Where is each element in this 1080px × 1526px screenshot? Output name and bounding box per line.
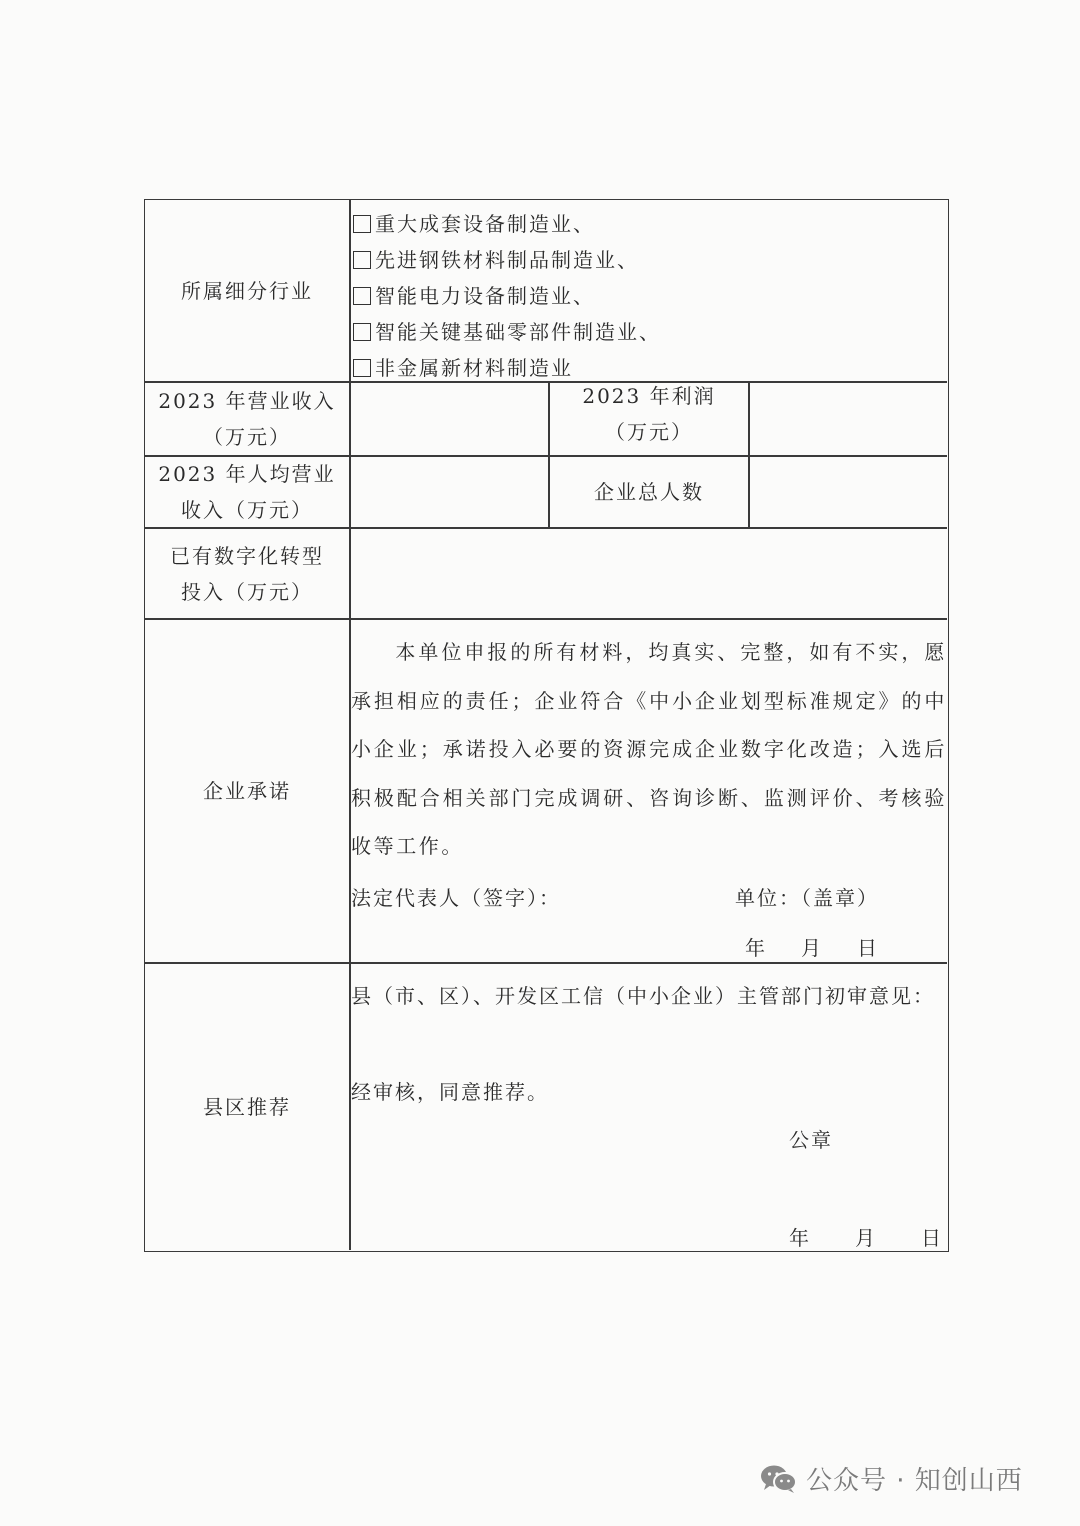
watermark-text: 公众号 · 知创山西 [806, 1466, 1023, 1496]
option-label: 非金属新材料制造业 [375, 356, 573, 380]
profit-input[interactable] [750, 383, 947, 455]
option-label: 智能关键基础零部件制造业、 [375, 320, 661, 344]
wechat-icon [760, 1464, 798, 1494]
industry-label: 所属细分行业 [181, 278, 313, 303]
profit-label-line2: （万元） [605, 420, 693, 444]
pledge-date-day: 日 [857, 936, 879, 960]
county-date-month: 月 [855, 1226, 877, 1250]
option-label: 重大成套设备制造业、 [375, 212, 595, 236]
industry-option[interactable] [351, 206, 661, 242]
pledge-label: 企业承诺 [203, 779, 291, 803]
county-opinion: 经审核，同意推荐。 [351, 1080, 549, 1104]
watermark [760, 1460, 1023, 1497]
profit-label [550, 378, 748, 450]
headcount-input[interactable] [750, 457, 947, 527]
seal-label: 单位：（盖章） [735, 886, 879, 910]
pledge-date-year: 年 [745, 936, 767, 960]
checkbox-icon[interactable] [353, 323, 371, 341]
county-label: 县区推荐 [203, 1095, 291, 1119]
revenue-input[interactable] [351, 383, 548, 455]
per-capita-input[interactable] [351, 457, 548, 527]
industry-option[interactable] [351, 278, 661, 314]
county-date-year: 年 [789, 1226, 811, 1250]
pledge-paragraph: 本单位申报的所有材料，均真实、完整，如有不实，愿承担相应的责任；企业符合《中小企业划型标准规定》的中小企业；承诺投入必要的资源完成企业数字化改造；入选后积极配合相关部门完成调研、咨询诊断、监测评价、考核验收等工作。 [351, 640, 947, 858]
digital-invest-input[interactable] [351, 529, 947, 618]
digital-invest-label-line1: 已有数字化转型 [170, 543, 324, 568]
per-capita-label-line2: 收入（万元） [181, 498, 313, 522]
revenue-label-line1: 2023 年营业收入 [158, 389, 336, 413]
county-date-day: 日 [921, 1226, 943, 1250]
option-label: 先进钢铁材料制品制造业、 [375, 248, 639, 272]
checkbox-icon[interactable] [353, 215, 371, 233]
industry-option[interactable] [351, 242, 661, 278]
checkbox-icon[interactable] [353, 287, 371, 305]
county-seal: 公章 [789, 1128, 833, 1152]
checkbox-icon[interactable] [353, 251, 371, 269]
digital-invest-label-line2: 投入（万元） [181, 579, 313, 604]
digital-invest-label [145, 529, 349, 618]
pledge-text [351, 628, 947, 871]
option-label: 智能电力设备制造业、 [375, 284, 595, 308]
revenue-label [145, 383, 349, 455]
checkbox-icon[interactable] [353, 359, 371, 377]
revenue-label-line2: （万元） [203, 425, 291, 449]
per-capita-label-line1: 2023 年人均营业 [158, 462, 336, 486]
headcount-label: 企业总人数 [594, 480, 704, 504]
industry-option[interactable] [351, 314, 661, 350]
county-opinion-label: 县（市、区）、开发区工信（中小企业）主管部门初审意见： [351, 984, 935, 1008]
signature-label: 法定代表人（签字）： [351, 886, 561, 910]
industry-options [351, 206, 661, 386]
per-capita-label [145, 457, 349, 527]
pledge-date-month: 月 [801, 936, 823, 960]
profit-label-line1: 2023 年利润 [582, 384, 716, 408]
application-form-table [144, 199, 949, 1252]
